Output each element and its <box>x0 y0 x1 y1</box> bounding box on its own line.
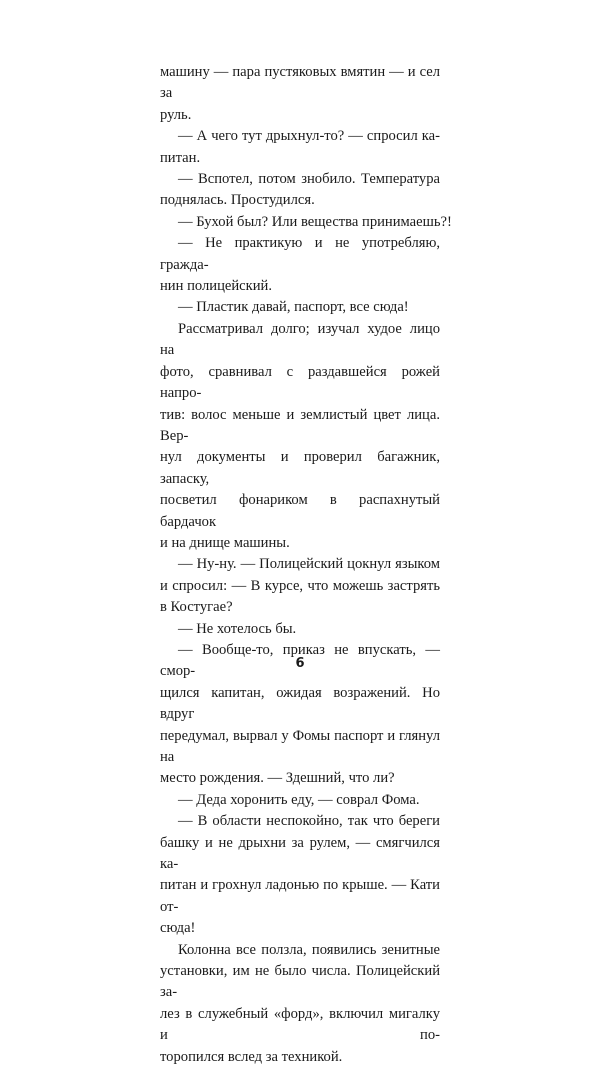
text-line: в Костугае? <box>160 599 233 616</box>
text-line: место рождения. — Здешний, что ли? <box>160 770 395 787</box>
text-line: — Вообще-то, приказ не впускать, — смор- <box>160 641 440 680</box>
text-line: передумал, вырвал у Фомы паспорт и глянул на <box>160 727 440 765</box>
text-line: торопился вслед за техникой. <box>160 1048 343 1065</box>
text-line: и на днище машины. <box>160 534 290 551</box>
text-line: сюда! <box>160 920 196 937</box>
text-line: посветил фонариком в распахнутый бардачок <box>160 492 440 530</box>
text-line: питан. <box>160 149 201 166</box>
text-line: поднялась. Простудился. <box>160 192 315 209</box>
text-line: тив: волос меньше и землистый цвет лица. Вер- <box>160 406 440 444</box>
page-number: 6 <box>295 656 305 671</box>
text-line: руль. <box>160 106 192 123</box>
text-line: — А чего тут дрыхнул-то? — спросил ка- <box>178 128 440 145</box>
text-line: и спросил: — В курсе, что можешь застрять <box>160 577 440 594</box>
text-line: — Не практикую и не употребляю, гражда- <box>160 235 440 273</box>
text-line: щился капитан, ожидая возражений. Но вдруг <box>160 684 440 723</box>
text-line: — Бухой был? Или вещества принимаешь?! <box>178 213 452 230</box>
text-line: машину — пара пустяковых вмятин — и сел за <box>160 64 440 102</box>
text-line: фото, сравнивал с раздавшейся рожей напро- <box>160 363 440 402</box>
text-line: нин полицейский. <box>160 278 273 295</box>
text-line: — Не хотелось бы. <box>178 620 297 637</box>
text-line: — В области неспокойно, так что береги <box>178 813 440 830</box>
text-line: Рассматривал долго; изучал худое лицо на <box>160 320 440 359</box>
text-line: Колонна все ползла, появились зенитные <box>178 941 440 958</box>
text-line: нул документы и проверил багажник, запаску, <box>160 449 440 487</box>
text-line: — Вспотел, потом знобило. Температура <box>178 171 440 188</box>
text-line: установки, им не было числа. Полицейский за- <box>160 963 440 1001</box>
text-line: питан и грохнул ладонью по крыше. — Кати от- <box>160 877 440 915</box>
text-line: — Ну-ну. — Полицейский цокнул языком <box>178 556 440 573</box>
text-line: — Деда хоронить еду, — соврал Фома. <box>178 791 420 808</box>
text-line: лез в служебный «форд», включил мигалку и по- <box>160 1005 440 1044</box>
text-line: башку и не дрыхни за рулем, — смягчился ка- <box>160 834 440 873</box>
text-block <box>160 62 452 1068</box>
text-line: — Пластик давай, паспорт, все сюда! <box>178 299 409 316</box>
